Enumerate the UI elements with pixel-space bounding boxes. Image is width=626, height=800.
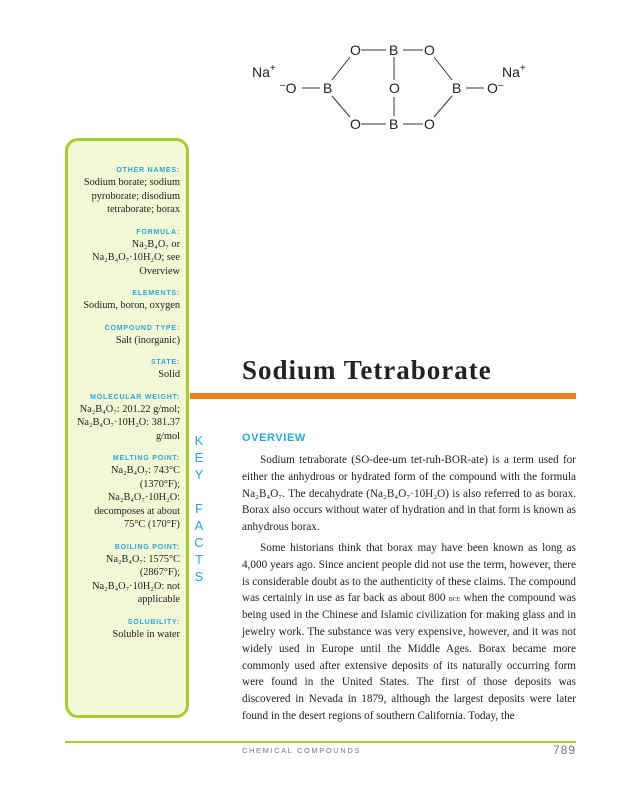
fact-label: STATE:: [150, 359, 180, 366]
bond: [434, 96, 452, 117]
fact-value: Sodium, boron, oxygen: [83, 300, 180, 311]
paragraph-text: when the compound was being used in the Chinese and Islamic civilization for making glass and in jewelry work. The substance was very expensive, however, and it was not widely used in Europe until the Middle Ages. Borax became more commonly used after extensive deposits of its naturally occurring form were found in the United States. The first of those deposits was discovered in Nevada in 1879, although the largest deposits were later found in the desert regions of southern California. Today, the: [242, 592, 576, 722]
fact-label: MOLECULAR WEIGHT:: [90, 393, 180, 401]
paragraph-text: Some historians think that borax may have been known as long as 4,000 years ago. Since ancient people did not use the term, however, there is considerable doubt as to the authenticity of these claims. The compound was certainly in use as far back as about 800: [242, 541, 576, 605]
bond: [332, 57, 350, 80]
article-body: [242, 452, 576, 729]
sodium-ion-left: Na+: [252, 63, 276, 80]
oxygen-anion-right: O–: [487, 80, 504, 96]
atom-oxygen: O: [350, 116, 361, 132]
page-number: 789: [552, 743, 576, 757]
fact-solubility: [74, 619, 180, 642]
fact-formula: [74, 229, 180, 279]
fact-value: Na₂B₄O₇ or Na₂B₄O₇·10H₂O; see Overview: [92, 238, 180, 277]
label-letter: S: [194, 569, 204, 584]
fact-value: Salt (inorganic): [115, 334, 180, 346]
atom-oxygen: O: [424, 42, 435, 58]
fact-label: OTHER NAMES:: [116, 167, 180, 174]
chemical-structure-diagram: [240, 30, 540, 140]
sodium-ion-right: Na+: [502, 63, 526, 80]
paragraph: [242, 540, 576, 725]
atom-boron: B: [323, 80, 333, 96]
fact-label: FORMULA:: [136, 228, 180, 236]
label-letter: C: [194, 535, 204, 550]
key-facts-vertical-label: [192, 432, 206, 585]
label-letter: F: [195, 501, 203, 516]
fact-label: BOILING POINT:: [114, 543, 180, 551]
fact-label: SOLUBILITY:: [127, 618, 180, 626]
fact-value: Na₂B₄O₇: 743°C (1370°F); Na₂B₄O₇·10H₂O: decomposes at about 75°C (170°F): [94, 465, 180, 530]
fact-melting-point: [74, 455, 180, 532]
fact-molecular-weight: [74, 394, 180, 444]
footer-divider: [65, 741, 576, 743]
fact-boiling-point: [74, 544, 180, 607]
fact-value: Soluble in water: [112, 628, 180, 640]
atom-oxygen: O: [424, 116, 435, 132]
label-letter: A: [194, 518, 204, 533]
fact-label: ELEMENTS:: [132, 290, 180, 297]
fact-value: Solid: [158, 369, 180, 380]
fact-compound-type: [74, 325, 180, 348]
running-footer: CHEMICAL COMPOUNDS: [242, 746, 361, 755]
label-letter: K: [194, 433, 204, 448]
fact-value: Na₂B₄O₇: 1575°C (2867°F); Na₂B₄O₇·10H₂O: not applicable: [92, 553, 180, 605]
title-divider: [190, 393, 576, 399]
fact-value: Na₂B₄O₇: 201.22 g/mol; Na₂B₄O₇·10H₂O: 381.37 g/mol: [76, 403, 180, 442]
fact-elements: [74, 290, 180, 313]
paragraph: Sodium tetraborate (SO-dee-um tet-ruh-BOR-ate) is a term used for either the anhydrous or hydrated form of the compound with the formula Na₂B₄O₇. The decahydrate (Na₂B₄O₇·10H₂O) is also referred to as borax. Borax also occurs without water of hydration and in that form is known as anhydrous borax.: [242, 454, 576, 534]
fact-state: [74, 359, 180, 382]
atom-boron: B: [389, 116, 399, 132]
oxygen-anion-left: –O: [280, 80, 297, 96]
fact-value: Sodium borate; sodium pyroborate; disodium tetraborate; borax: [83, 177, 180, 215]
fact-label: MELTING POINT:: [112, 455, 180, 462]
fact-label: COMPOUND TYPE:: [104, 324, 180, 332]
label-letter: Y: [194, 467, 204, 482]
section-heading: OVERVIEW: [242, 432, 306, 444]
atom-boron: B: [389, 42, 399, 58]
atom-oxygen: O: [389, 80, 400, 96]
atom-oxygen: O: [350, 42, 361, 58]
atom-boron: B: [452, 80, 462, 96]
label-letter: T: [195, 552, 203, 567]
bond: [434, 57, 452, 80]
label-letter: E: [194, 450, 204, 465]
era-abbreviation: bce: [448, 593, 461, 604]
fact-other-names: [74, 167, 180, 217]
page-title: Sodium Tetraborate: [242, 355, 492, 385]
key-facts-sidebar: [65, 138, 189, 718]
bond: [332, 96, 350, 117]
